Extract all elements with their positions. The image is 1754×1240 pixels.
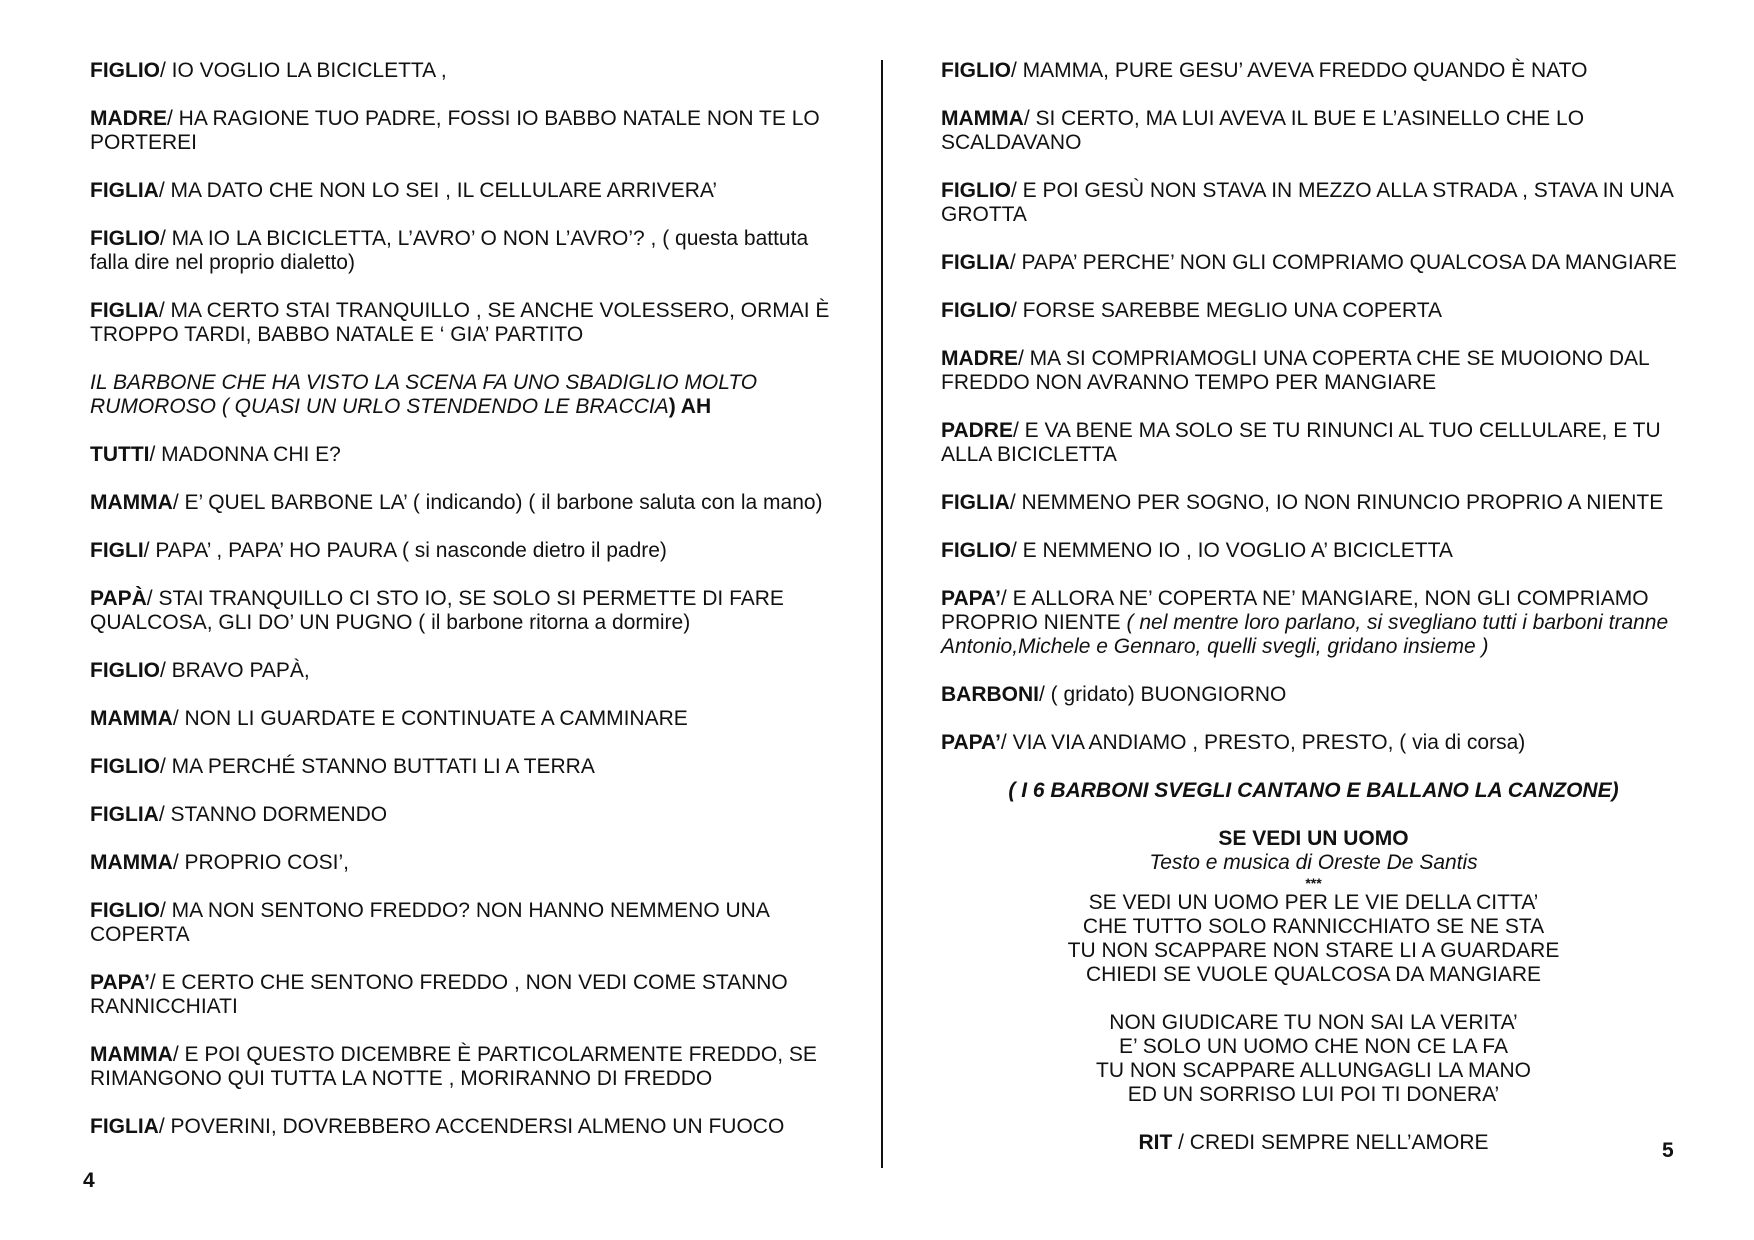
- line-text: / NEMMENO PER SOGNO, IO NON RINUNCIO PROPRIO A NIENTE: [1009, 491, 1664, 514]
- verse-line: CHE TUTTO SOLO RANNICCHIATO SE NE STA: [1082, 915, 1545, 938]
- speaker: FIGLIO: [90, 755, 160, 778]
- dialogue-line: [90, 443, 850, 467]
- line-text: / STAI TRANQUILLO CI STO IO, SE SOLO SI PERMETTE DI FARE QUALCOSA, GLI DO’ UN PUGNO ( il barbone ritorna a dormire): [90, 587, 784, 634]
- speaker: MAMMA: [941, 107, 1024, 130]
- speaker: MAMMA: [90, 851, 173, 874]
- line-text: / SI CERTO, MA LUI AVEVA IL BUE E L’ASINELLO CHE LO SCALDAVANO: [941, 107, 1585, 154]
- speaker: MAMMA: [90, 1043, 173, 1066]
- line-text: / MA CERTO STAI TRANQUILLO , SE ANCHE VOLESSERO, ORMAI È TROPPO TARDI, BABBO NATALE E ‘ GIA’ PARTITO: [90, 299, 830, 346]
- line-text: / MA PERCHÉ STANNO BUTTATI LI A TERRA: [160, 755, 595, 778]
- line-text: / MA DATO CHE NON LO SEI , IL CELLULARE ARRIVERA’: [158, 179, 718, 202]
- speaker: FIGLIO: [941, 299, 1011, 322]
- verse-line: TU NON SCAPPARE ALLUNGAGLI LA MANO: [1096, 1059, 1531, 1082]
- refrain-label: RIT: [1138, 1131, 1173, 1154]
- speaker: BARBONI: [941, 683, 1039, 706]
- line-text: / E POI GESÙ NON STAVA IN MEZZO ALLA STRADA , STAVA IN UNA GROTTA: [941, 179, 1673, 226]
- speaker: FIGLIA: [90, 299, 159, 322]
- speaker: TUTTI: [90, 443, 150, 466]
- dialogue-line: [941, 683, 1706, 707]
- speaker: PAPÀ: [90, 587, 147, 610]
- speaker: FIGLIO: [90, 227, 160, 250]
- verse-line: E’ SOLO UN UOMO CHE NON CE LA FA: [1119, 1035, 1508, 1058]
- speaker: FIGLIO: [941, 179, 1011, 202]
- line-text: / PAPA’ , PAPA’ HO PAURA ( si nasconde dietro il padre): [143, 539, 667, 562]
- line-text: / E ALLORA NE’ COPERTA NE’ MANGIARE, NON GLI COMPRIAMO PROPRIO NIENTE: [941, 587, 1649, 634]
- page-number-right: 5: [1662, 1139, 1674, 1162]
- verse-line: NON GIUDICARE TU NON SAI LA VERITA’: [1109, 1011, 1518, 1034]
- dialogue-line: [90, 539, 850, 563]
- speaker: PAPA’: [941, 587, 1001, 610]
- stage-direction-tail: ) AH: [668, 395, 712, 418]
- line-text: / NON LI GUARDATE E CONTINUATE A CAMMINARE: [172, 707, 688, 730]
- speaker: MADRE: [941, 347, 1018, 370]
- dialogue-line: [90, 1043, 850, 1091]
- line-text: / MA IO LA BICICLETTA, L’AVRO’ O NON L’AVRO’? , ( questa battuta falla dire nel proprio dialetto): [90, 227, 809, 274]
- stage-direction: [90, 371, 850, 419]
- dialogue-line: [90, 659, 850, 683]
- speaker: FIGLIO: [90, 659, 160, 682]
- dialogue-line: [90, 491, 850, 515]
- line-text: / BRAVO PAPÀ,: [160, 659, 310, 682]
- dialogue-line: [90, 299, 850, 347]
- speaker: PAPA’: [90, 971, 150, 994]
- song-title: SE VEDI UN UOMO: [1218, 827, 1409, 850]
- dialogue-line: [90, 227, 850, 275]
- line-text: / E’ QUEL BARBONE LA’ ( indicando) ( il barbone saluta con la mano): [172, 491, 823, 514]
- verse-gap: [931, 1107, 1696, 1131]
- dialogue-line: [941, 107, 1706, 155]
- dialogue-line: [90, 1115, 850, 1139]
- refrain-line: [931, 1131, 1696, 1155]
- speaker: FIGLIO: [941, 59, 1011, 82]
- page-number-left: 4: [83, 1169, 95, 1192]
- speaker: FIGLIA: [90, 1115, 159, 1138]
- stage-direction-text: ( nel mentre loro parlano, si svegliano tutti i barboni tranne Antonio,Michele e Gennaro, quelli svegli, gridano insieme ): [941, 611, 1669, 658]
- line-text: / ( gridato) BUONGIORNO: [1039, 683, 1287, 706]
- dialogue-line: [90, 755, 850, 779]
- speaker: MAMMA: [90, 707, 173, 730]
- line-text: / E VA BENE MA SOLO SE TU RINUNCI AL TUO CELLULARE, E TU ALLA BICICLETTA: [941, 419, 1661, 466]
- speaker: FIGLI: [90, 539, 144, 562]
- line-text: / STANNO DORMENDO: [158, 803, 388, 826]
- line-text: / MA NON SENTONO FREDDO? NON HANNO NEMMENO UNA COPERTA: [90, 899, 769, 946]
- song-credit: Testo e musica di Oreste De Santis: [1149, 851, 1478, 874]
- speaker: PADRE: [941, 419, 1013, 442]
- speaker: MADRE: [90, 107, 167, 130]
- line-text: / POVERINI, DOVREBBERO ACCENDERSI ALMENO UN FUOCO: [158, 1115, 785, 1138]
- dialogue-line: [941, 491, 1706, 515]
- line-text: / PAPA’ PERCHE’ NON GLI COMPRIAMO QUALCOSA DA MANGIARE: [1009, 251, 1677, 274]
- dialogue-line: [941, 299, 1706, 323]
- dialogue-line: [90, 59, 850, 83]
- line-text: / HA RAGIONE TUO PADRE, FOSSI IO BABBO NATALE NON TE LO PORTEREI: [90, 107, 820, 154]
- dialogue-line: [90, 851, 850, 875]
- speaker: FIGLIO: [90, 59, 160, 82]
- dialogue-line: [90, 107, 850, 155]
- speaker: FIGLIA: [941, 491, 1010, 514]
- dialogue-line: [90, 803, 850, 827]
- speaker: FIGLIA: [941, 251, 1010, 274]
- separator: ***: [1305, 875, 1322, 891]
- dialogue-line: [90, 179, 850, 203]
- line-text: / MA SI COMPRIAMOGLI UNA COPERTA CHE SE MUOIONO DAL FREDDO NON AVRANNO TEMPO PER MANGIARE: [941, 347, 1649, 394]
- verse-line: ED UN SORRISO LUI POI TI DONERA’: [1127, 1083, 1500, 1106]
- dialogue-line: [90, 707, 850, 731]
- dialogue-line: [941, 251, 1706, 275]
- line-text: / MAMMA, PURE GESU’ AVEVA FREDDO QUANDO È NATO: [1011, 59, 1588, 82]
- dialogue-line: [941, 347, 1706, 395]
- speaker: FIGLIO: [941, 539, 1011, 562]
- line-text: / FORSE SAREBBE MEGLIO UNA COPERTA: [1011, 299, 1442, 322]
- verse-line: CHIEDI SE VUOLE QUALCOSA DA MANGIARE: [1085, 963, 1542, 986]
- line-text: / IO VOGLIO LA BICICLETTA ,: [160, 59, 447, 82]
- dialogue-line: [941, 59, 1706, 83]
- line-text: / E NEMMENO IO , IO VOGLIO A’ BICICLETTA: [1011, 539, 1453, 562]
- dialogue-line: [90, 899, 850, 947]
- song-block: [931, 827, 1696, 1155]
- speaker: MAMMA: [90, 491, 173, 514]
- line-text: / VIA VIA ANDIAMO , PRESTO, PRESTO, ( via di corsa): [1000, 731, 1526, 754]
- dialogue-line: [90, 587, 850, 635]
- dialogue-line: [90, 971, 850, 1019]
- line-text: / E POI QUESTO DICEMBRE È PARTICOLARMENTE FREDDO, SE RIMANGONO QUI TUTTA LA NOTTE , MORIRANNO DI FREDDO: [90, 1043, 817, 1090]
- stage-direction: ( I 6 BARBONI SVEGLI CANTANO E BALLANO LA CANZONE): [1008, 779, 1619, 802]
- speaker: FIGLIA: [90, 179, 159, 202]
- line-text: / MADONNA CHI E?: [149, 443, 341, 466]
- stage-direction-text: IL BARBONE CHE HA VISTO LA SCENA FA UNO SBADIGLIO MOLTO RUMOROSO ( QUASI UN URLO STENDENDO LE BRACCIA: [90, 371, 758, 418]
- dialogue-line: [941, 587, 1706, 659]
- dialogue-line: [941, 539, 1706, 563]
- speaker: FIGLIO: [90, 899, 160, 922]
- page-divider: [881, 60, 883, 1168]
- dialogue-line: [941, 179, 1706, 227]
- dialogue-line: [941, 731, 1706, 755]
- line-text: / E CERTO CHE SENTONO FREDDO , NON VEDI COME STANNO RANNICCHIATI: [90, 971, 788, 1018]
- verse-gap: [931, 987, 1696, 1011]
- speaker: PAPA’: [941, 731, 1001, 754]
- refrain-text: / CREDI SEMPRE NELL’AMORE: [1172, 1131, 1489, 1154]
- verse-line: TU NON SCAPPARE NON STARE LI A GUARDARE: [1067, 939, 1560, 962]
- verse-line: SE VEDI UN UOMO PER LE VIE DELLA CITTA’: [1088, 891, 1539, 914]
- line-text: / PROPRIO COSI’,: [172, 851, 350, 874]
- dialogue-line: [941, 419, 1706, 467]
- speaker: FIGLIA: [90, 803, 159, 826]
